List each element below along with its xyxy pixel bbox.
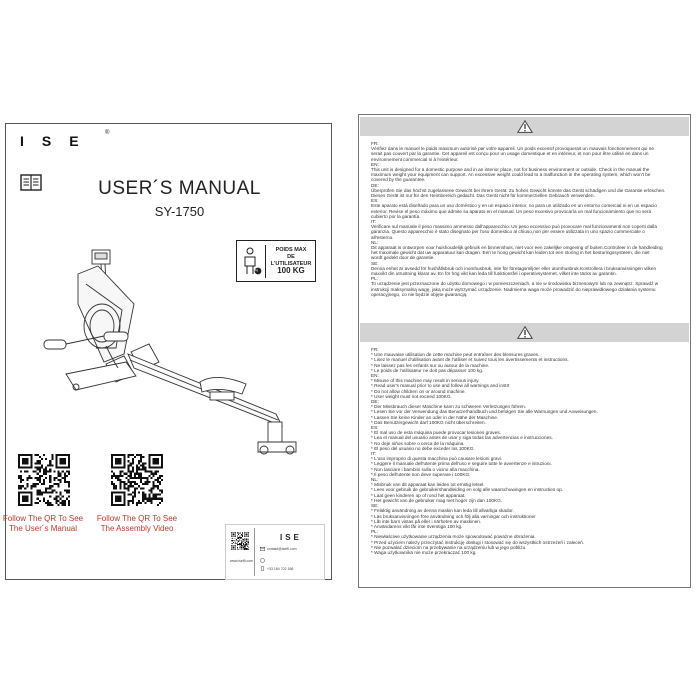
warning-header-1 [360,117,689,136]
card-divider [254,528,255,576]
warning-text-2 [371,347,683,555]
warning-line: PL: [371,276,379,282]
warning-line: * Lea el manual del usuario antes de usar y siga todas las advertencias e instrucciones. [371,435,553,441]
warning-line: PL: [371,529,379,535]
registered-mark: ® [105,130,110,136]
warning-line: NL: [371,477,379,483]
warning-line: Este aparato está diseñado para un uso doméstico y en un espacio interior, no para un utilizado en un entorno comercial ni en un espacio [371,203,657,209]
warning-line: IT: [371,219,376,225]
rowing-machine-illustration [6,244,333,459]
warning-line: * Une mauvaise utilisation de cette machine peut entraîner des blessures graves. [371,352,540,358]
phone-icon [260,566,265,571]
warnings-page [358,114,691,588]
qr2-caption-line2: The Assembly Video [100,524,174,533]
card-website: www.iseffi.com [230,559,254,563]
warning-line: DE: [371,182,379,188]
warning-line: cubierto por la garantía. [371,213,421,219]
warning-line: * Lesen Sie vor der Verwendung das Benutzerhandbuch und befolgen Sie alle Warnungen und Anweisungen. [371,409,598,415]
warning-line: * Do not allow children on or around machine. [371,388,466,394]
warning-line: SE: [371,260,379,266]
warning-line: Verificare sul manuale il peso massimo ammesso dall'apparecchio. Un peso eccessivo può provocare mal funzionamenti non coperti dalla [371,224,657,230]
card-logo: ISE [280,533,302,542]
manual-cover-page [2,123,332,580]
warning-line: * Ne laissez pas les enfants sur ou autour de la machine. [371,362,490,368]
warning-line: * No deje niños sobre o cerca de la máquina. [371,440,465,446]
warning-line: exterior. Revise el peso máximo que admite su aparato en el manual. Un peso excesivo provocaría un mal funcionamiento que no será [371,208,652,214]
warning-line: all'esterno. [371,234,394,240]
weight-value: 100 KG [277,266,305,275]
warning-line: ES: [371,425,379,431]
warning-line: * Waga użytkownika nie może przekraczać 100 kg. [371,549,477,555]
warning-line: * Misbruik van dit apparaat kan leiden tot ernstig letsel. [371,482,485,488]
warning-line: * El peso del usuario no debe exceder los 100KG. [371,445,475,451]
qr-code-user-manual[interactable] [18,454,70,506]
model-number: SY-1750 [154,204,205,219]
warning-line: * Le poids de l'utilisateur ne doit pas dépasser 100 kg. [371,367,484,373]
qr-caption-user-manual [0,514,93,534]
warning-line: * Przed użyciem należy przeczytać instrukcję obsługi i stosować się do wszystkich ostrzeżeń i zaleceń. [371,539,585,545]
warning-text-1 [371,141,683,297]
warning-line: FR: [371,347,379,352]
warning-line: * Låt inte barn vistas på eller i närheten av maskinen. [371,518,482,524]
qr1-caption-line1: Follow The QR To See [2,514,84,523]
warning-line: EN: [371,161,379,167]
card-qr-code [231,532,249,550]
warning-header-2 [360,323,689,342]
warning-line: * Niewłaściwe użytkowanie urządzenia może spowodować poważne obrażenia. [371,534,536,540]
warning-line: * Användarens vikt får inte överstiga 100 kg. [371,523,463,529]
warning-line: * Das Benutzergewicht darf 100KG nicht überschreiten. [371,419,486,425]
warning-line: environnement commercial ni à l'extérieur. [371,156,459,162]
manual-title: USER´S MANUAL [98,178,261,199]
warning-line: serait pas couvert par la garantie. Cet appareil est conçu pour un usage domestique et en intérieur, et non pour être utilisé en dans un [371,151,649,157]
qr2-caption-line1: Follow The QR To See [96,514,178,523]
warning-line: * User weight must not exceed 100KG. [371,393,452,399]
warning-line: * Läs bruksanvisningen före användning och följ alla varningar och instruktioner [371,513,536,519]
warning-line: * El mal uso de esta máquina puede provocar lesiones graves. [371,430,502,436]
warning-line: SE: [371,503,379,509]
warning-line: wordt gedekt door de garantie. [371,255,435,261]
warning-line: Dit apparaat is ontworpen voor huishoudelijk gebruik en binnenshuis, niet voor een zakelijke omgeving of buiten.Controleer in de handleiding [371,245,663,251]
warning-line: Überprüfen Sie das höchst zugelassene Gewicht bei Ihrem Gerät. Zu hohes Gewicht könnte das Gerät schädigen und die Garantie erlöschen. [371,187,666,193]
warning-icon [517,326,533,339]
warning-line: Denna enhet är avsedd för hushållsbruk och inomhusbruk, inte för företagsmiljöer eller utomhusbruk.Kontrollera i bruksanvisningen vilken [371,265,657,271]
warning-line: * Misuse of this machine may result in serious injury. [371,378,480,384]
warning-line: To urządzenie jest przeznaczone do użytku domowego i w pomieszczeniach, a nie w środowisku biznesowym lub na zewnątrz. Sprawdź w [371,281,659,287]
warning-line: * Lassen Sie keine Kinder an oder in der Nähe der Maschine. [371,414,499,420]
warning-line: maximum weight your equipment can support. An excessive weight could lead to a malfunction in the operating system, which won't be [371,172,651,178]
warning-line: het maximale gewicht dat uw apparatuur kan dragen. Een te hoog gewicht kan leiden tot een storing in het besturingssysteem, die niet [371,250,650,256]
warning-line: NL: [371,239,379,245]
qr-caption-assembly-video [87,514,187,534]
weight-label-line1: POIDS MAX [275,247,307,253]
warning-line: maxvikt din utrustning klarar av. En för hög vikt kan leda till funktionsfel i operativsystemet, vilket inte täcks av garantin. [371,271,617,277]
contact-card [225,524,325,580]
ise-logo: ISE [20,133,97,149]
card-email: contact@iseffi.com [267,547,297,551]
warning-line: instrukcji maksymalną wagę, jaką może wytrzymać urządzenie. Nadmierna waga może prowadzić do nieprawidłowego działania systemu [371,286,656,292]
qr1-caption-line2: The User´s Manual [8,524,78,533]
kg-icon-label: kg [255,268,259,272]
warning-line: EN: [371,373,379,379]
globe-icon [260,558,265,563]
warning-line: * Der Missbrauch dieser Maschine kann zu schweren Verletzungen führen. [371,404,527,410]
warning-line: * Laat geen kinderen op of rond het apparaat. [371,492,466,498]
warning-line: FR: [371,141,379,146]
qr-code-assembly-video[interactable] [111,454,163,506]
warning-line: ES: [371,198,379,204]
warning-line: * Leggere il manuale dell'utente prima dell'uso e seguire tutte le avvertenze e istruzioni. [371,461,552,467]
warning-line: Dieses Gerät ist nur für den Heimbereich gedacht. Das Gerät nicht für kommerziellen Gebrauch verwenden. [371,193,595,199]
warning-line: * Read user's manual prior to use and follow all warnings and instrt [371,383,510,389]
warning-line: * Het gewicht van de gebruiker mag niet hoger zijn dan 100KG. [371,497,503,503]
warning-line: covered by the guarantee. [371,177,426,183]
weight-label-line2: DE L'UTILISATEUR [270,254,312,267]
warning-line: operacyjnego, co nie będzie objęte gwarancją. [371,291,468,297]
warning-line: * Nie pozwalać dzieciom na przebywanie na urządzeniu lub w jego pobliżu. [371,544,527,550]
warning-line: This unit is designed for a domestic purpose and in an interior place, not for business environment or outside. Check in the manual the [371,167,650,173]
warning-line: * Non lasciare i bambini sulla o vicino alla macchina. [371,466,480,472]
warning-line: garanzia. Questo apparecchio è stato disegnato per l'uso domestico al chiuso,non per essere utilizzata in uno spazio commerciale o [371,229,645,235]
warning-line: * L'uso improprio di questa macchina può causare lesioni gravi. [371,456,503,462]
warning-icon [517,120,533,133]
warning-line: DE: [371,399,379,405]
warning-line: * Felaktig användning av denna maskin kan leda till allvarliga skador. [371,508,514,514]
warning-line: * Il peso dell'utente non deve superare i 100KG. [371,471,471,477]
warning-line: IT: [371,451,376,457]
warning-line: Vérifiez dans le manuel le poids maximum autorisé par votre appareil. Un poids excessif provoquerait un mauvais fonctionnement qui ne [371,146,654,152]
card-phone: +33 184 702 166 [267,567,294,571]
warning-line: * Lees voor gebruik de gebruikershandleiding en volg alle waarschuwingen en instructies op. [371,487,564,493]
warning-line: * Lisez le manuel d'utilisation avant de l'utiliser et suivez tous les avertissements et instructions. [371,357,569,363]
mail-icon [260,547,265,551]
